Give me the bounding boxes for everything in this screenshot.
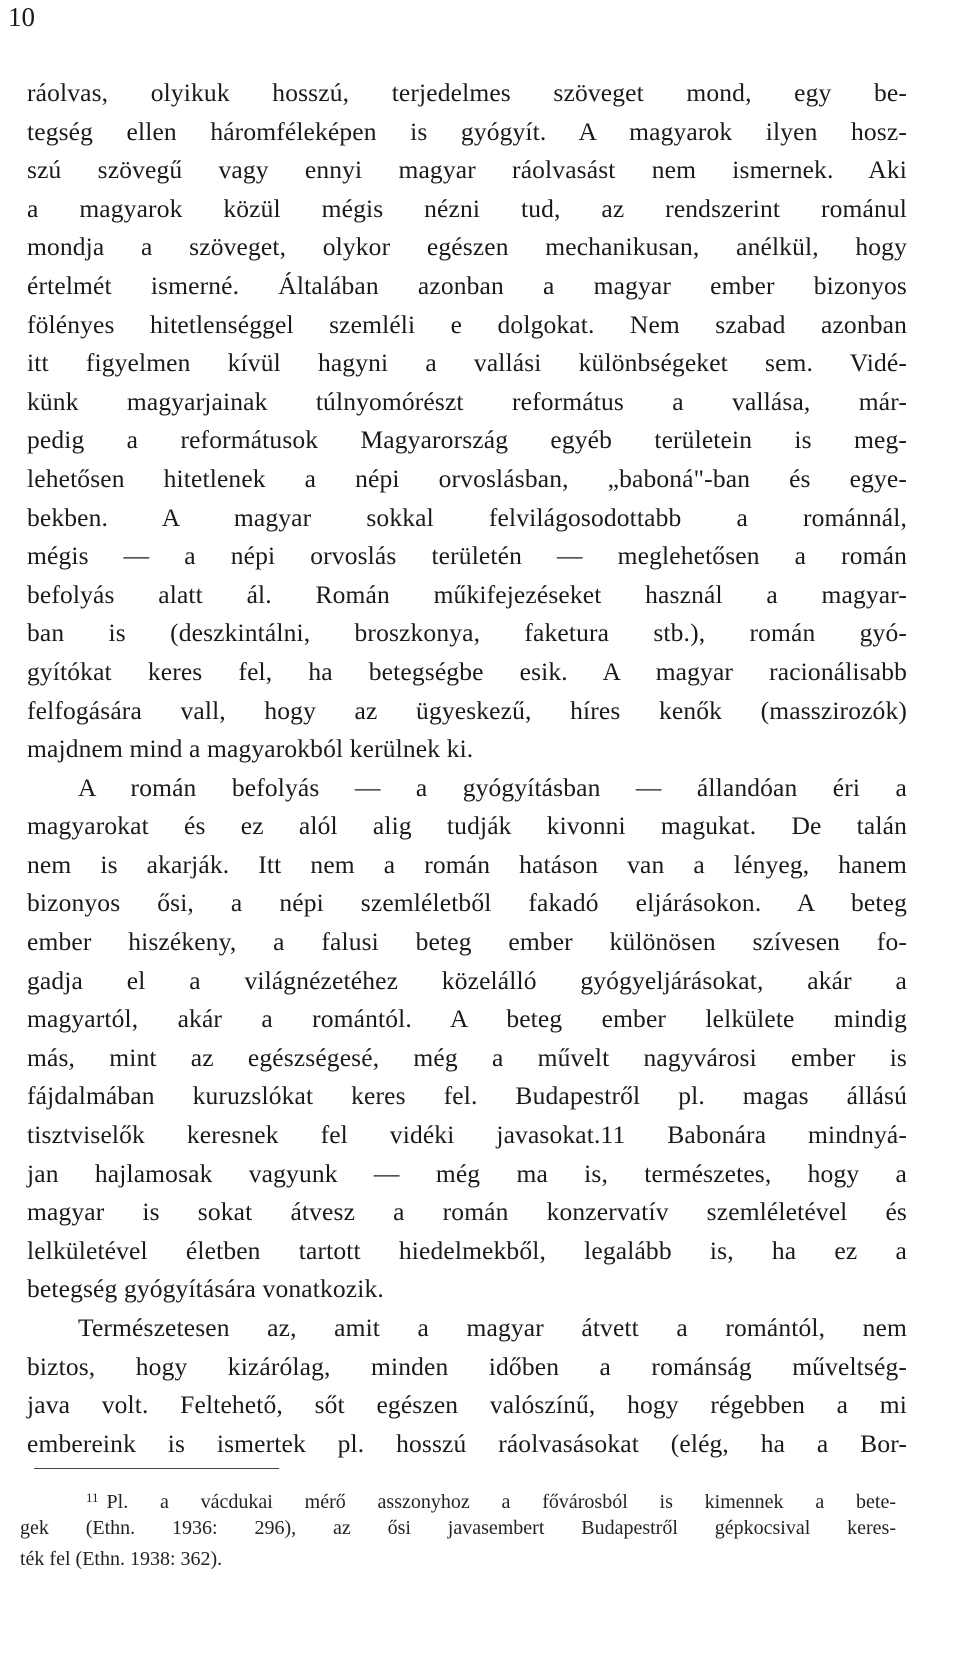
- text-line: befolyás alatt ál. Román műkifejezéseket használ a magyar-: [27, 579, 907, 609]
- text-line: bizonyos ősi, a népi szemléletből fakadó eljárásokon. A beteg: [27, 888, 907, 918]
- text-line: biztos, hogy kizárólag, minden időben a románság műveltség-: [27, 1351, 907, 1381]
- text-line: java volt. Feltehető, sőt egészen valószínű, hogy régebben a mi: [27, 1390, 907, 1420]
- text-line: lehetősen hitetlenek a népi orvoslásban, „baboná"-ban és egye-: [27, 463, 907, 493]
- footnote-rule: [34, 1468, 279, 1469]
- text-line: betegség gyógyítására vonatkozik.: [27, 1274, 384, 1304]
- footnote-line: [20, 1544, 896, 1575]
- footnote-number: 11: [86, 1490, 99, 1505]
- text-line: tisztviselők keresnek fel vidéki javasokat.11 Babonára mindnyá-: [27, 1120, 907, 1150]
- text-line: gadja el a világnézetéhez közelálló gyógyeljárásokat, akár a: [27, 965, 907, 995]
- body-text: [27, 74, 907, 1463]
- text-line: pedig a reformátusok Magyarország egyéb területein is meg-: [27, 425, 907, 455]
- page-number: 10: [8, 2, 35, 32]
- text-line: lelkületével életben tartott hiedelmekből, legalább is, ha ez a: [27, 1235, 907, 1265]
- text-line: gyítókat keres fel, ha betegségbe esik. A magyar racionálisabb: [27, 656, 907, 686]
- text-line: más, mint az egészségesé, még a művelt nagyvárosi ember is: [27, 1042, 907, 1072]
- text-line: itt figyelmen kívül hagyni a vallási különbségeket sem. Vidé-: [27, 348, 907, 378]
- text-line: felfogására vall, hogy az ügyeskezű, híres kenők (masszirozók): [27, 695, 907, 725]
- footnote-text: Pl. a vácdukai mérő asszonyhoz a fővárosból is kimennek a bete-: [106, 1491, 896, 1513]
- text-line: nem is akarják. Itt nem a román hatáson van a lényeg, hanem: [27, 849, 907, 879]
- text-line: embereink is ismertek pl. hosszú ráolvasásokat (elég, ha a Bor-: [27, 1428, 907, 1458]
- text-line: künk magyarjainak túlnyomórészt református a vallása, már-: [27, 386, 907, 416]
- footnote-line: [20, 1482, 896, 1513]
- text-line: a magyarok közül mégis nézni tud, az rendszerint románul: [27, 193, 907, 223]
- text-line: ban is (deszkintálni, broszkonya, faketura stb.), román gyó-: [27, 618, 907, 648]
- text-line: fölényes hitetlenséggel szemléli e dolgokat. Nem szabad azonban: [27, 309, 907, 339]
- text-line: magyar is sokat átvesz a román konzervatív szemléletével és: [27, 1197, 907, 1227]
- text-line: magyarokat és ez alól alig tudják kivonni magukat. De talán: [27, 811, 907, 841]
- text-line: bekben. A magyar sokkal felvilágosodottabb a románnál,: [27, 502, 907, 532]
- text-line: ember hiszékeny, a falusi beteg ember különösen szívesen fo-: [27, 927, 907, 957]
- text-line: Természetesen az, amit a magyar átvett a romántól, nem: [78, 1313, 907, 1342]
- footnote-text: gek (Ethn. 1936: 296), az ősi javasembert Budapestről gépkocsival keres-: [20, 1517, 896, 1539]
- text-line: szú szövegű vagy ennyi magyar ráolvasást nem ismernek. Aki: [27, 155, 907, 185]
- text-line: ráolvas, olyikuk hosszú, terjedelmes szöveget mond, egy be-: [27, 78, 907, 107]
- text-line: tegség ellen háromféleképen is gyógyít. A magyarok ilyen hosz-: [27, 116, 907, 146]
- text-line: A román befolyás — a gyógyításban — állandóan éri a: [78, 772, 907, 802]
- footnote-line: [20, 1513, 896, 1544]
- footnotes: [20, 1482, 896, 1575]
- text-line: majdnem mind a magyarokból kerülnek ki.: [27, 734, 474, 764]
- text-line: jan hajlamosak vagyunk — még ma is, természetes, hogy a: [27, 1158, 907, 1188]
- text-line: mondja a szöveget, olykor egészen mechanikusan, anélkül, hogy: [27, 232, 907, 262]
- text-line: értelmét ismerné. Általában azonban a magyar ember bizonyos: [27, 270, 907, 300]
- text-line: mégis — a népi orvoslás területén — meglehetősen a román: [27, 541, 907, 571]
- text-line: fájdalmában kuruzslókat keres fel. Budapestről pl. magas állású: [27, 1081, 907, 1111]
- footnote-text: ték fel (Ethn. 1938: 362).: [20, 1548, 223, 1570]
- text-line: magyartól, akár a romántól. A beteg ember lelkülete mindig: [27, 1004, 907, 1034]
